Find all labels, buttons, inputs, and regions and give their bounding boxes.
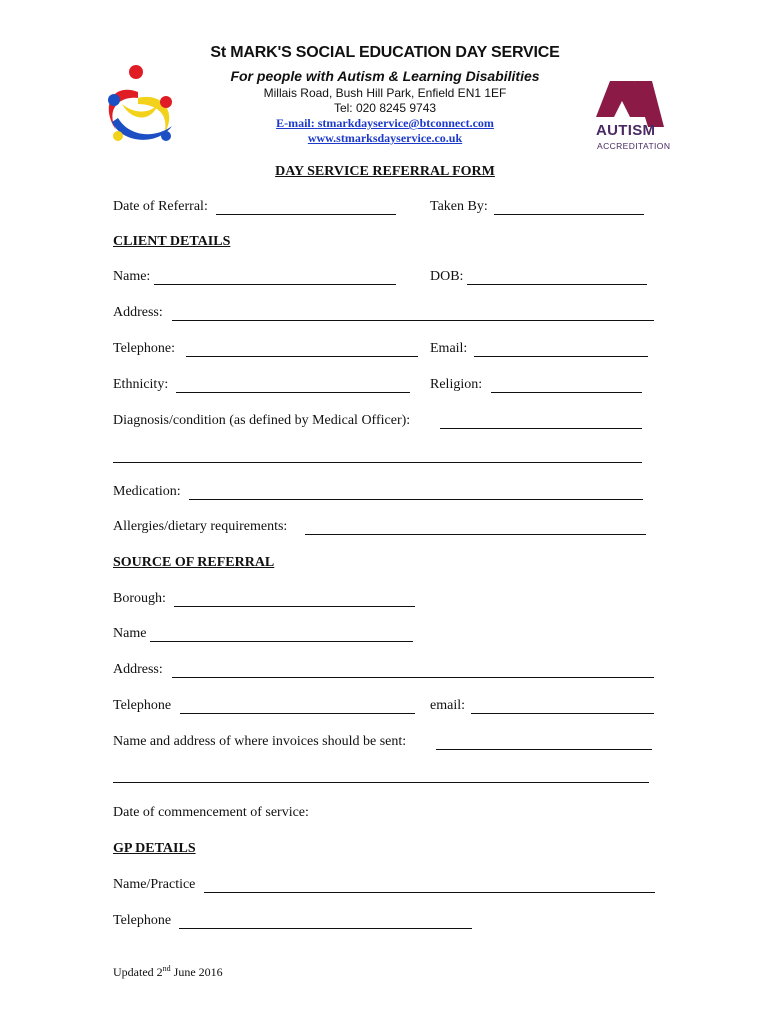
client-religion-label: Religion: <box>430 377 483 392</box>
medication-label: Medication: <box>113 484 181 499</box>
gp-details-heading: GP DETAILS <box>113 841 196 856</box>
referrer-telephone-label: Telephone <box>113 698 172 713</box>
email-label: E-mail: <box>276 116 315 130</box>
organisation-address: Millais Road, Bush Hill Park, Enfield EN1 1EF <box>263 86 507 100</box>
organisation-email-link[interactable] <box>180 116 590 131</box>
referrer-email-field[interactable] <box>471 713 654 714</box>
commencement-label: Date of commencement of service: <box>113 805 309 820</box>
client-ethnicity-field[interactable] <box>176 392 410 393</box>
gp-name-practice-label: Name/Practice <box>113 877 196 892</box>
organisation-name: St MARK'S SOCIAL EDUCATION DAY SERVICE <box>210 44 560 61</box>
footer-ordinal: nd <box>162 964 171 973</box>
service-logo <box>92 52 184 144</box>
footer-suffix: June 2016 <box>170 965 223 979</box>
date-of-referral-label: Date of Referral: <box>113 199 208 214</box>
client-email-label: Email: <box>430 341 468 356</box>
accreditation-word: AUTISM <box>596 122 656 139</box>
organisation-telephone: Tel: 020 8245 9743 <box>333 101 437 115</box>
client-address-label: Address: <box>113 305 163 320</box>
invoices-label: Name and address of where invoices should be sent: <box>113 734 407 749</box>
diagnosis-label: Diagnosis/condition (as defined by Medical Officer): <box>113 413 411 428</box>
client-name-field[interactable] <box>154 284 396 285</box>
organisation-tagline: For people with Autism & Learning Disabilities <box>230 68 540 84</box>
invoices-field[interactable] <box>436 749 652 750</box>
source-of-referral-heading: SOURCE OF REFERRAL <box>113 555 275 570</box>
client-address-field[interactable] <box>172 320 654 321</box>
referrer-address-field[interactable] <box>172 677 654 678</box>
referrer-telephone-field[interactable] <box>180 713 415 714</box>
client-details-heading: CLIENT DETAILS <box>113 234 231 249</box>
referrer-name-field[interactable] <box>150 641 413 642</box>
client-telephone-field[interactable] <box>186 356 418 357</box>
taken-by-field[interactable] <box>494 214 644 215</box>
referrer-name-label: Name <box>113 626 147 641</box>
client-dob-label: DOB: <box>430 269 464 284</box>
footer-prefix: Updated 2 <box>113 965 163 979</box>
client-religion-field[interactable] <box>491 392 642 393</box>
gp-name-practice-field[interactable] <box>204 892 655 893</box>
client-ethnicity-label: Ethnicity: <box>113 377 169 392</box>
taken-by-label: Taken By: <box>430 199 488 214</box>
diagnosis-field-continued[interactable] <box>113 462 642 463</box>
diagnosis-field[interactable] <box>440 428 642 429</box>
email-address: stmarkdayservice@btconnect.com <box>317 116 494 130</box>
client-dob-field[interactable] <box>467 284 647 285</box>
gp-telephone-field[interactable] <box>179 928 472 929</box>
allergies-label: Allergies/dietary requirements: <box>113 519 288 534</box>
client-name-label: Name: <box>113 269 151 284</box>
medication-field[interactable] <box>189 499 643 500</box>
allergies-field[interactable] <box>305 534 646 535</box>
organisation-website-link[interactable]: www.stmarksdayservice.co.uk <box>307 131 463 145</box>
form-title: DAY SERVICE REFERRAL FORM <box>275 164 495 179</box>
referrer-address-label: Address: <box>113 662 163 677</box>
client-telephone-label: Telephone: <box>113 341 175 356</box>
date-of-referral-field[interactable] <box>216 214 396 215</box>
gp-telephone-label: Telephone <box>113 913 172 928</box>
accreditation-subtitle: ACCREDITATION <box>597 141 671 151</box>
referrer-email-label: email: <box>430 698 465 713</box>
client-email-field[interactable] <box>474 356 648 357</box>
updated-date-footer <box>113 964 223 980</box>
invoices-field-continued[interactable] <box>113 782 649 783</box>
borough-label: Borough: <box>113 591 166 606</box>
borough-field[interactable] <box>174 606 415 607</box>
